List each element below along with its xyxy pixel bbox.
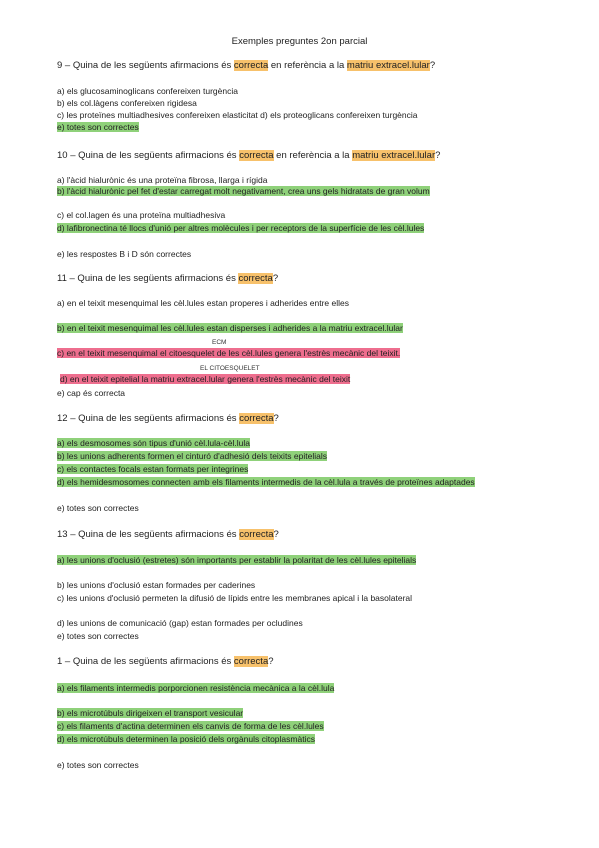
question-mark: ? — [272, 273, 279, 284]
question-text: 10 – Quina de les següents afirmacions és — [57, 150, 240, 161]
question-11 — [57, 273, 278, 284]
question-13 — [57, 529, 279, 540]
answer-a: a) en el teixit mesenquimal les cèl.lules estan properes i adherides entre elles — [57, 298, 349, 308]
question-1 — [57, 656, 274, 667]
answer-d: d) les unions de comunicació (gap) estan formades per ocludines — [57, 618, 303, 628]
answer-b-correct: b) en el teixit mesenquimal les cèl.lules estan disperses i adherides a la matriu extracel.lular — [57, 323, 403, 333]
document-title: Exemples preguntes 2on parcial — [231, 36, 368, 47]
question-text: 1 – Quina de les següents afirmacions és — [57, 656, 234, 667]
question-text: 11 – Quina de les següents afirmacions és — [57, 273, 239, 284]
answer-b-correct: b) les unions adherents formen el cinturó d'adhesió dels teixits epitelials — [57, 451, 327, 461]
question-text: 9 – Quina de les següents afirmacions és — [57, 60, 234, 71]
answer-d-correct: d) els microtúbuls determinen la posició dels orgànuls citoplasmàtics — [57, 734, 315, 744]
question-10 — [57, 150, 440, 161]
highlight-correcta: correcta — [239, 529, 274, 540]
answer-b-correct: b) l'àcid hialurònic pel fet d'estar carregat molt negativament, crea uns gels hidratats de gran volum — [57, 186, 430, 196]
answer-c-correct: c) els filaments d'actina determinen els canvis de forma de les cèl.lules — [57, 721, 324, 731]
answer-d-wrong: d) en el teixit epitelial la matriu extracel.lular genera l'estrès mecànic del teixit — [60, 374, 351, 384]
answer-b: b) els col.làgens confereixen rigidesa — [57, 98, 197, 108]
highlight-correcta: correcta — [239, 150, 274, 161]
answer-c: c) el col.lagen és una proteïna multiadhesiva — [57, 210, 226, 220]
answer-a-correct: a) els filaments intermedis porporcionen resistència mecànica a la cèl.lula — [57, 683, 335, 693]
answer-c-correct: c) els contactes focals estan formats per integrines — [57, 464, 249, 474]
highlight-matriu: matriu extracel.lular — [346, 60, 430, 71]
question-9 — [57, 60, 435, 71]
highlight-correcta: correcta — [238, 273, 273, 284]
question-12 — [57, 413, 279, 424]
question-text: 12 – Quina de les següents afirmacions és — [57, 413, 240, 424]
question-text: 13 – Quina de les següents afirmacions és — [57, 529, 240, 540]
question-mark: ? — [273, 413, 279, 424]
answer-d-correct: d) els hemidesmosomes connecten amb els filaments intermedis de la cèl.lula a través de proteïnes adaptades — [57, 477, 475, 487]
question-text: en referència a la — [273, 150, 353, 161]
answer-e: e) les respostes B i D són correctes — [57, 249, 192, 259]
question-mark: ? — [268, 656, 274, 667]
highlight-matriu: matriu extracel.lular — [352, 150, 436, 161]
answer-e-correct: e) totes son correctes — [57, 122, 139, 132]
highlight-correcta: correcta — [233, 60, 269, 71]
answer-d-correct: d) lafibronectina té llocs d'unió per altres molècules i per receptors de la superfície de les cèl.lules — [57, 223, 425, 233]
answer-c: c) les proteïnes multiadhesives confereixen elasticitat d) els proteoglicans confereixen turgència — [57, 110, 418, 120]
highlight-correcta: correcta — [233, 656, 269, 667]
answer-a: a) l'àcid hialurònic és una proteïna fibrosa, llarga i rígida — [57, 175, 268, 185]
handwritten-note-citoesquelet: EL CITOESQUELET — [200, 365, 260, 372]
answer-e: e) totes son correctes — [57, 503, 139, 513]
answer-b: b) les unions d'oclusió estan formades per caderines — [57, 580, 256, 590]
answer-b-correct: b) els microtúbuls dirigeixen el transport vesicular — [57, 708, 244, 718]
answer-c: c) les unions d'oclusió permeten la difusió de lípids entre les membranes apical i la basolateral — [57, 593, 413, 603]
question-text: en referència a la — [268, 60, 347, 71]
handwritten-note-ecm: ECM — [212, 339, 227, 346]
answer-a-correct: a) les unions d'oclusió (estretes) són importants per establir la polaritat de les cèl.lules epitelials — [57, 555, 417, 565]
question-mark: ? — [435, 150, 441, 161]
answer-a-correct: a) els desmosomes són tipus d'unió cèl.lula-cèl.lula — [57, 438, 250, 448]
question-mark: ? — [273, 529, 279, 540]
answer-e: e) cap és correcta — [57, 388, 126, 398]
highlight-correcta: correcta — [239, 413, 274, 424]
question-mark: ? — [429, 60, 436, 71]
answer-e: e) totes son correctes — [57, 760, 139, 770]
answer-a: a) els glucosaminoglicans confereixen turgència — [57, 86, 238, 96]
answer-c-wrong: c) en el teixit mesenquimal el citoesquelet de les cèl.lules genera l'estrès mecànic del teixit. — [57, 348, 401, 358]
answer-e: e) totes son correctes — [57, 631, 139, 641]
